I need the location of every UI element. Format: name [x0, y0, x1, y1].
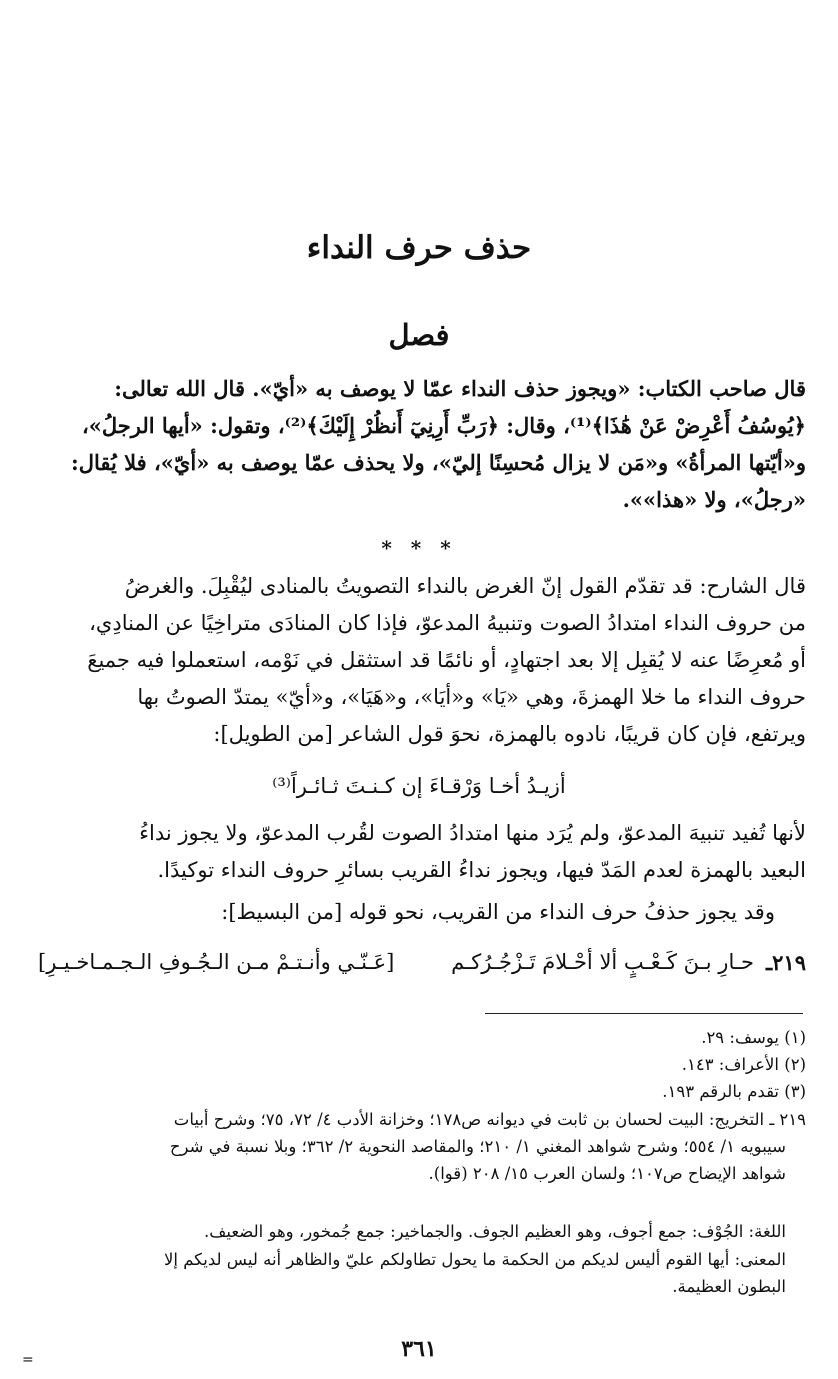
separator-stars: * * *: [381, 536, 457, 560]
margin-mark: =: [22, 1352, 34, 1368]
mana-line: البطون العظيمة.: [672, 1277, 786, 1296]
main-text: [38, 370, 806, 518]
footnote: (١) يوسف: ٢٩.: [701, 1028, 806, 1047]
footnotes: [38, 1024, 806, 1105]
lugha: [38, 1218, 806, 1245]
commentary-line: البعيد بالهمزة لعدم المَدّ فيها، ويجوز نداءُ القريب بسائرِ حروف النداء توكيدًا.: [157, 858, 806, 882]
chapter-title: حذف حرف النداء: [306, 230, 532, 266]
commentary-line: من حروف النداء امتدادُ الصوت وتنبيهُ المدعوّ، فإذا كان المنادَى متراخِيًا عن المنادِي،: [89, 611, 806, 635]
main-text-line: «رجلُ»، ولا «هذا»».: [622, 487, 806, 512]
page-number: ٣٦١: [401, 1336, 437, 1362]
verse-second-half: [عَـنّـي وأنـتـمْ مـن الـجُـوفِ الـجـمـاخـيـرِ]: [38, 950, 395, 974]
commentary-line: حروف النداء ما خلا الهمزةَ، وهي «يَا» و«أيَا»، و«هَيَا»، و«أيّ» يمتدّ الصوتُ بها: [137, 685, 806, 709]
commentary-line: أو مُعرِضًا عنه لا يُقبِل إلا بعد اجتهادٍ، أو نائمًا قد استثقل في نَوْمه، استعملوا فيه جميعَ: [87, 648, 806, 672]
footnote: (٢) الأعراف: ١٤٣.: [681, 1055, 806, 1074]
section-heading: فصل: [388, 318, 450, 352]
takhrij-line: شواهد الإيضاح ص١٠٧؛ ولسان العرب ١٥/ ٢٠٨ (قوا).: [428, 1164, 786, 1183]
lugha-line: اللغة: الجُوْف: جمع أجوف، وهو العظيم الجوف. والجماخير: جمع جُمخور، وهو الضعيف.: [204, 1222, 786, 1241]
mana-line: المعنى: أيها القوم أليس لديكم من الحكمة ما يحول تطاولكم عليّ والظاهر أنه ليس لديكم إلا: [163, 1250, 786, 1269]
main-text-line: ﴿يُوسُفُ أَعْرِضْ عَنْ هَٰذَا﴾⁽¹⁾، وقال: ﴿رَبِّ أَرِنِيٓ أَنظُرْ إِلَيْكَ﴾⁽²⁾، وتقول: «أيها الرجلُ»،: [81, 413, 806, 438]
takhrij-line: ٢١٩ ـ التخريج: البيت لحسان بن ثابت في ديوانه ص١٧٨؛ وخزانة الأدب ٤/ ٧٢، ٧٥؛ وشرح أبيات: [173, 1110, 806, 1129]
commentary: [38, 568, 806, 753]
main-text-line: قال صاحب الكتاب: «ويجوز حذف النداء عمّا لا يوصف به «أيّ». قال الله تعالى:: [114, 376, 806, 401]
verse-first-half: حـارِ بـنَ كَـعْـبٍ ألا أحْـلامَ تَـزْجُـرُكـم: [451, 950, 754, 974]
numbered-verse: [38, 950, 806, 990]
verse-number: ٢١٩ـ: [766, 950, 806, 975]
takhrij-line: سيبويه ١/ ٥٥٤؛ وشرح شواهد المغني ١/ ٢١٠؛ والمقاصد النحوية ٢/ ٣٦٢؛ وبلا نسبة في شرح: [169, 1137, 786, 1156]
main-text-line: و«أيّتها المرأةُ» و«مَن لا يزال مُحسِنًا إليّ»، ولا يحذف عمّا يوصف به «أيّ»، فلا يُقال:: [70, 450, 806, 475]
footnote: (٣) تقدم بالرقم ١٩٣.: [662, 1082, 806, 1101]
commentary-line: ويرتفع، فإن كان قريبًا، نادوه بالهمزة، نحوَ قول الشاعر [من الطويل]:: [213, 722, 806, 746]
footnote-divider: [485, 1013, 803, 1014]
commentary-line: لأنها تُفيد تنبيهَ المدعوّ، ولم يُرَد منها امتدادُ الصوت لقُرب المدعوّ، ولا يجوز نداءُ: [139, 821, 806, 845]
commentary-continued: [38, 815, 806, 889]
takhrij: [38, 1106, 806, 1187]
verse-line: أزيـدُ أخـا وَرْقـاءَ إن كـنـتَ ثـائـراً⁽³⁾: [272, 774, 566, 798]
mana: [38, 1246, 806, 1300]
commentary-line: وقد يجوز حذفُ حرف النداء من القريب، نحو قوله [من البسيط]:: [221, 900, 775, 924]
commentary-line: قال الشارح: قد تقدّم القول إنّ الغرض بالنداء التصويتُ بالمنادى ليُقْبِلَ. والغرضُ: [124, 574, 806, 598]
